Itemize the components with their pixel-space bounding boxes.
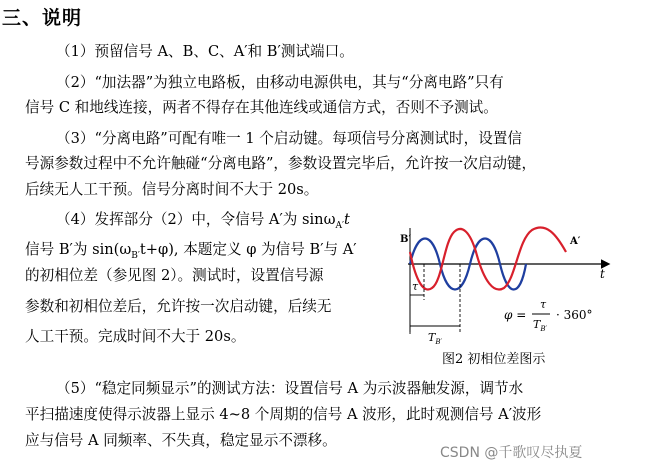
formula-numerator: τ (540, 298, 547, 311)
item-4-text-b-rest: t+φ), 本题定义 φ 为信号 B′与 A′ (139, 241, 357, 258)
item-5-line-3: 应与信号 A 同频率、不失真，稳定显示不漂移。 (25, 432, 337, 449)
section-heading: 三、说明 (2, 7, 83, 29)
item-2-line-1: （2）“加法器”为独立电路板，由移动电源供电，其与“分离电路”只有 (56, 74, 504, 91)
item-5-line-2: 平扫描速度使得示波器上显示 4~8 个周期的信号 A 波形，此时观测信号 A′波形 (25, 406, 542, 423)
item-4-text-b: 信号 B′为 sin(ω (25, 241, 132, 258)
formula-denominator: $T_{B'}$ (533, 318, 548, 333)
a-prime-wave (410, 227, 566, 289)
item-3-line-1: （3）“分离电路”可配有唯一 1 个启动键。每项信号分离测试时，设置信 (56, 130, 522, 147)
item-3-line-3: 后续无人工干预。信号分离时间不大于 20s。 (25, 181, 319, 198)
item-1: （1）预留信号 A、B、C、A′和 B′测试端口。 (56, 43, 354, 60)
watermark: CSDN @千歌叹尽执夏 (440, 445, 583, 461)
label-tau: τ (412, 280, 419, 293)
formula-phi: φ = (504, 308, 527, 322)
item-4-line-4: 参数和初相位差后，允许按一次启动键，后续无 (25, 298, 332, 315)
item-4-line-1 (56, 210, 350, 236)
subscript-b: B′ (131, 250, 140, 261)
label-t: t (600, 267, 605, 281)
subscript-a: A′ (335, 220, 345, 231)
item-4-line-2 (25, 240, 357, 266)
item-4-line-3: 的初相位差（参见图 2）。测试时，设置信号源 (25, 267, 324, 284)
label-b-prime: B′ (400, 234, 412, 245)
item-5-line-1: （5）“稳定同频显示”的测试方法：设置信号 A 为示波器触发源，调节水 (56, 380, 524, 397)
label-period: $T_{B'}$ (428, 331, 443, 346)
label-a-prime: A′ (570, 236, 581, 247)
formula-tail: · 360° (556, 308, 593, 322)
item-3-line-2: 号源参数过程中不允许触碰“分离电路”，参数设置完毕后，允许按一次启动键， (25, 155, 537, 172)
item-2-line-2: 信号 C 和地线连接，两者不得存在其他连线或通信方式，否则不予测试。 (25, 99, 498, 116)
t-variable: t (344, 211, 350, 228)
item-4-text-a: （4）发挥部分（2）中，令信号 A′为 sinω (56, 211, 336, 228)
item-4-line-5: 人工干预。完成时间不大于 20s。 (25, 328, 246, 345)
figure-caption: 图2 初相位差图示 (442, 352, 546, 367)
